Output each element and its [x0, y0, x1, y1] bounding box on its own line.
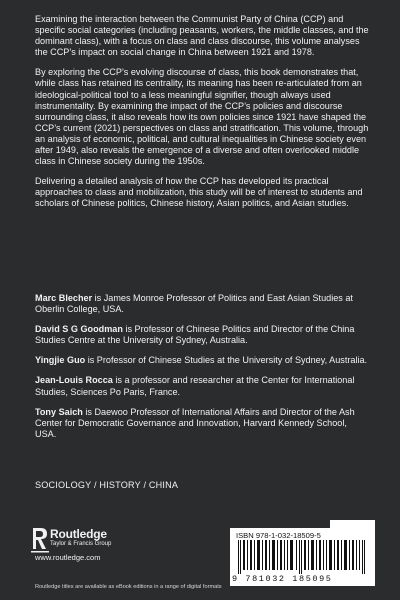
- routledge-logo-icon: [30, 525, 52, 555]
- isbn-label: ISBN 978-1-032-18509-5: [236, 531, 321, 540]
- description-paragraph: By exploring the CCP’s evolving discourse of class, this book demonstrates that, while class has retained its centrality, its meaning has been re-articulated from an ideological-political tool to a less meaningful signifier, though always used instrumentality. By examining the impact of the CCP’s policies and discourse surrounding class, it also reveals how its own policies since 1921 have shaped the CCP’s current (2021) perspectives on class and stratification. This volume, through an analysis of economic, political, and cultural inequalities in Chinese society even after 1949, also reveals the emergence of a diverse and often overlooked middle class in Chinese society during the 1950s.: [35, 67, 369, 167]
- barcode-block: [230, 528, 375, 586]
- author-bio: [35, 293, 369, 315]
- author-name: David S G Goodman: [35, 324, 123, 335]
- book-description: [35, 14, 369, 219]
- author-name: Tony Saich: [35, 406, 83, 417]
- author-name: Jean-Louis Rocca: [35, 375, 113, 386]
- author-bio-text: is a professor and researcher at the Center for International Studies, Sciences Po Paris, France.: [35, 375, 355, 397]
- author-bio: [35, 355, 369, 366]
- description-paragraph: Examining the interaction between the Communist Party of China (CCP) and specific social categories (including peasants, workers, the middle classes, and the dominant class), with a focus on class and class discourse, this volume analyses the CCP’s impact on social change in China between 1921 and 1978.: [35, 14, 369, 58]
- publisher-group: Taylor & Francis Group: [50, 541, 112, 547]
- publisher-name: Routledge: [50, 527, 107, 541]
- barcode-digits: 9 781032 185095: [232, 574, 333, 584]
- barcode-bars: [236, 540, 369, 574]
- author-bio: [35, 324, 369, 346]
- author-name: Yingjie Guo: [35, 355, 86, 366]
- author-bio: [35, 375, 369, 397]
- author-bio-text: is Professor of Chinese Politics and Director of the China Studies Centre at the University of Sydney, Australia.: [35, 324, 355, 346]
- publisher-url: www.routledge.com: [35, 553, 101, 562]
- author-bio: [35, 407, 369, 440]
- author-bios: [35, 293, 369, 449]
- author-bio-text: is Professor of Chinese Studies at the University of Sydney, Australia.: [85, 355, 368, 366]
- ebook-note: Routledge titles are available as eBook editions in a range of digital formats: [35, 584, 222, 590]
- subject-categories: SOCIOLOGY / HISTORY / CHINA: [35, 480, 179, 490]
- author-bio-text: is Daewoo Professor of International Affairs and Director of the Ash Center for Democratic Governance and Innovation, Harvard Kennedy School, USA.: [35, 406, 355, 439]
- author-bio-text: is James Monroe Professor of Politics and East Asian Studies at Oberlin College, USA.: [35, 293, 353, 315]
- author-name: Marc Blecher: [35, 293, 93, 303]
- description-paragraph: Delivering a detailed analysis of how the CCP has developed its practical approaches to class and mobilization, this study will be of interest to students and scholars of Chinese politics, Chinese history, Asian politics, and Asian studies.: [35, 176, 363, 209]
